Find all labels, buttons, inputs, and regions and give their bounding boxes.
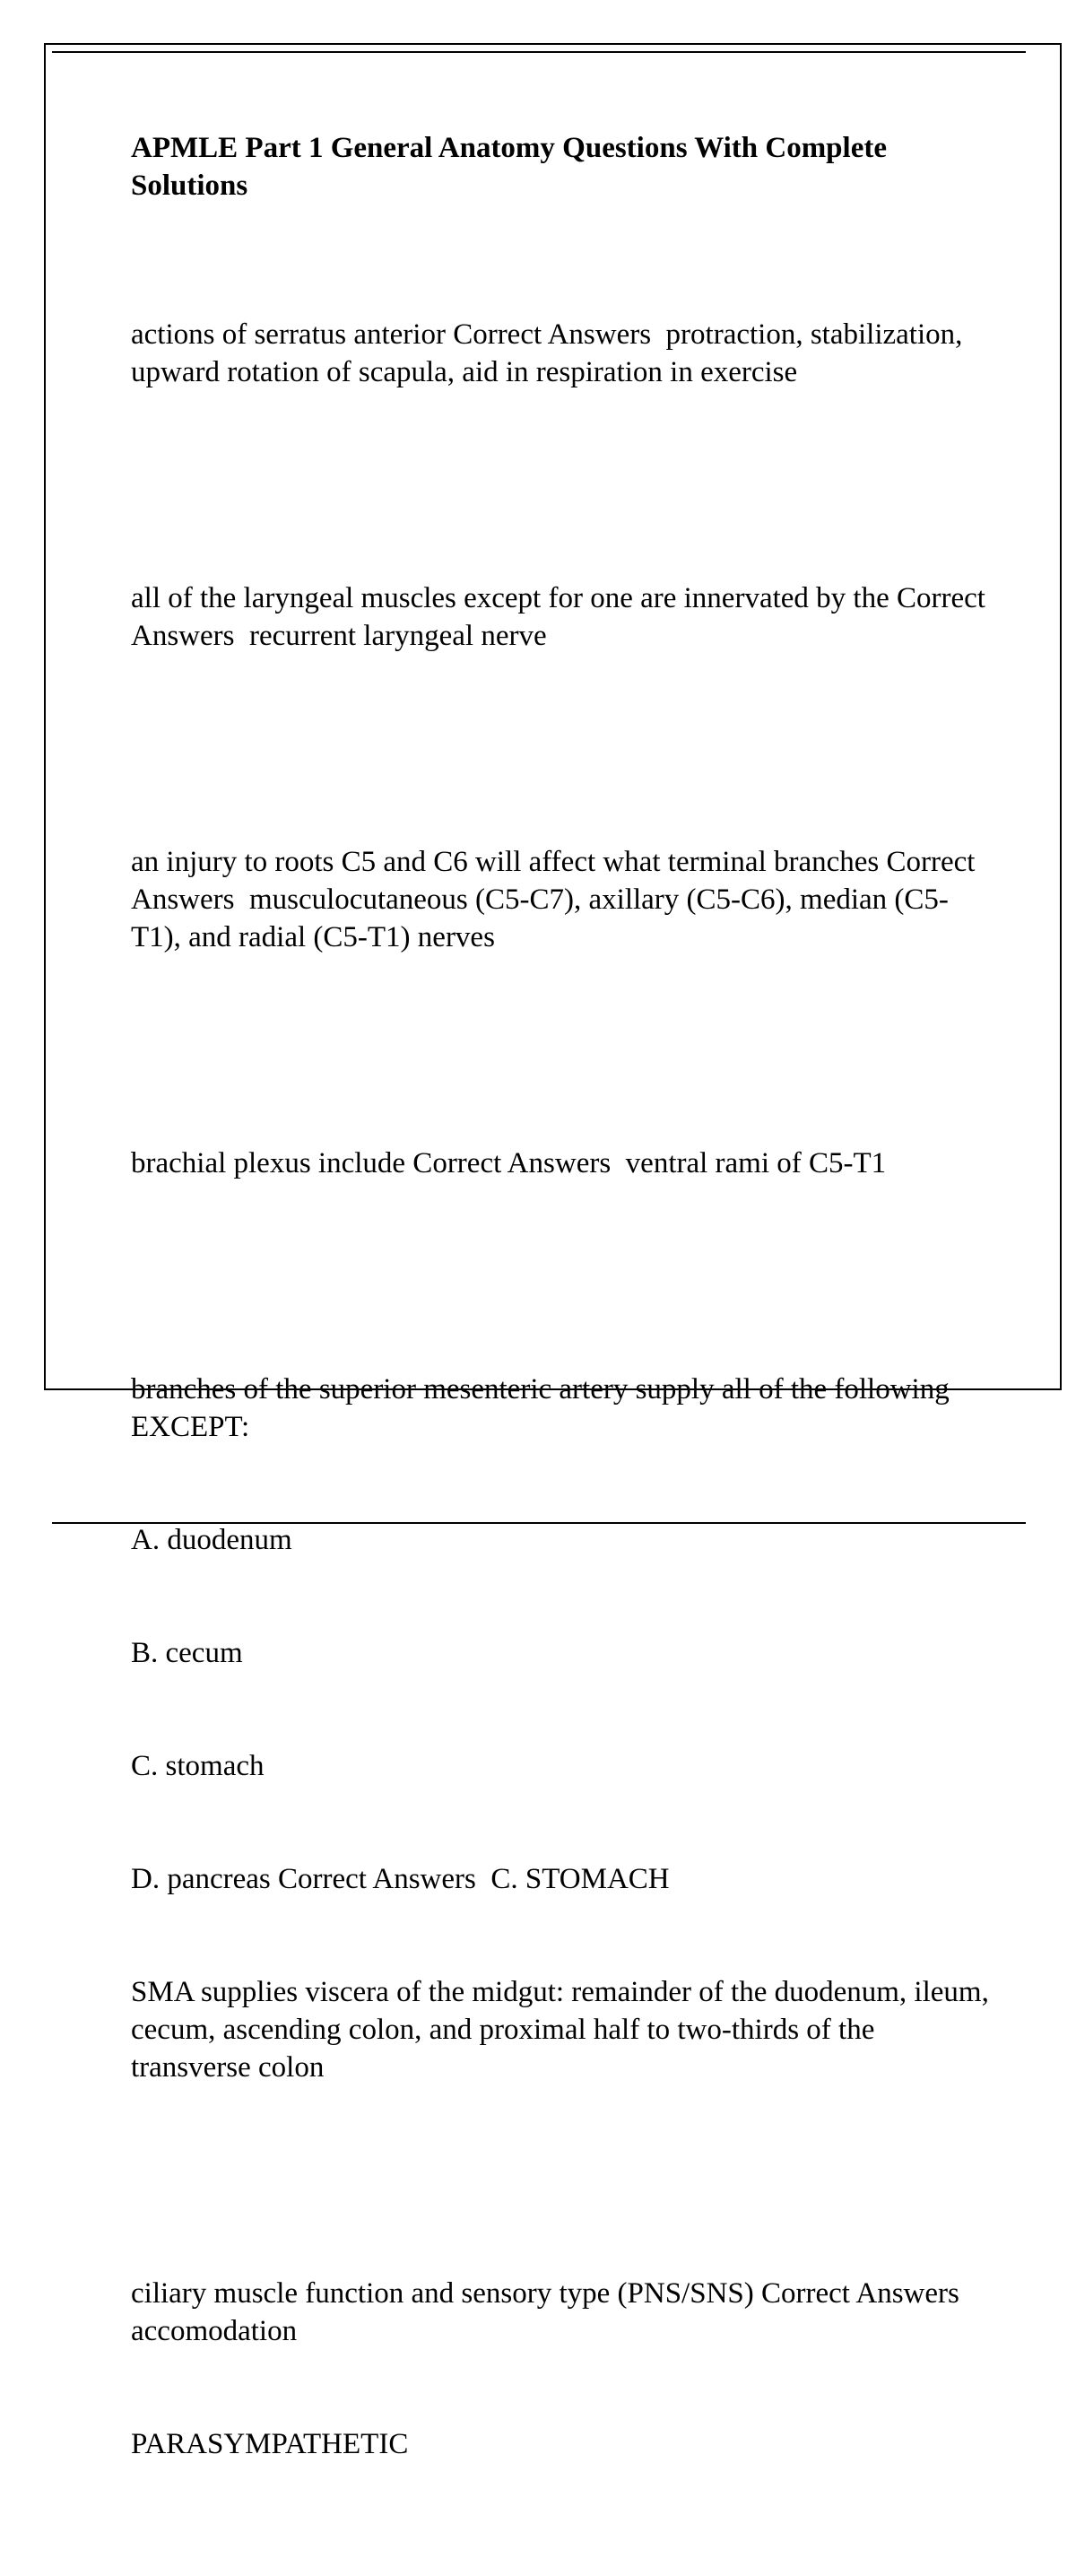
qa-line: an injury to roots C5 and C6 will affect what terminal branches Correct Answers musculocutaneous (C5-C7), axillary (C5-C6), median (C5-T1), and radial (C5-T1) nerves — [131, 846, 981, 953]
qa-option-d: D. pancreas Correct Answers C. STOMACH — [131, 1863, 670, 1895]
qa-entry — [131, 2199, 992, 2538]
qa-entry — [131, 1295, 997, 2162]
qa-entry — [131, 768, 992, 1031]
qa-entry — [131, 240, 992, 466]
document-body — [131, 129, 997, 2576]
qa-line: ciliary muscle function and sensory type (PNS/SNS) Correct Answers accomodation — [131, 2277, 975, 2347]
qa-explanation: SMA supplies viscera of the midgut: remainder of the duodenum, ileum, cecum, ascending colon, and proximal half to two-thirds of the transverse colon — [131, 1976, 997, 2084]
qa-option-a: A. duodenum — [131, 1524, 292, 1556]
qa-line: branches of the superior mesenteric artery supply all of the following EXCEPT: — [131, 1373, 957, 1443]
qa-line: PARASYMPATHETIC — [131, 2428, 409, 2460]
document-title: APMLE Part 1 General Anatomy Questions With Complete Solutions — [131, 132, 887, 202]
qa-line: actions of serratus anterior Correct Answers protraction, stabilization, upward rotation of scapula, aid in respiration in exercise — [131, 318, 970, 388]
bottom-rule — [52, 1522, 1026, 1524]
qa-line: brachial plexus include Correct Answers ventral rami of C5-T1 — [131, 1147, 887, 1179]
qa-option-b: B. cecum — [131, 1637, 243, 1669]
qa-entry — [131, 504, 992, 730]
qa-line: all of the laryngeal muscles except for one are innervated by the Correct Answers recurrent laryngeal nerve — [131, 582, 992, 652]
qa-entry — [131, 1069, 992, 1258]
qa-option-c: C. stomach — [131, 1750, 265, 1782]
